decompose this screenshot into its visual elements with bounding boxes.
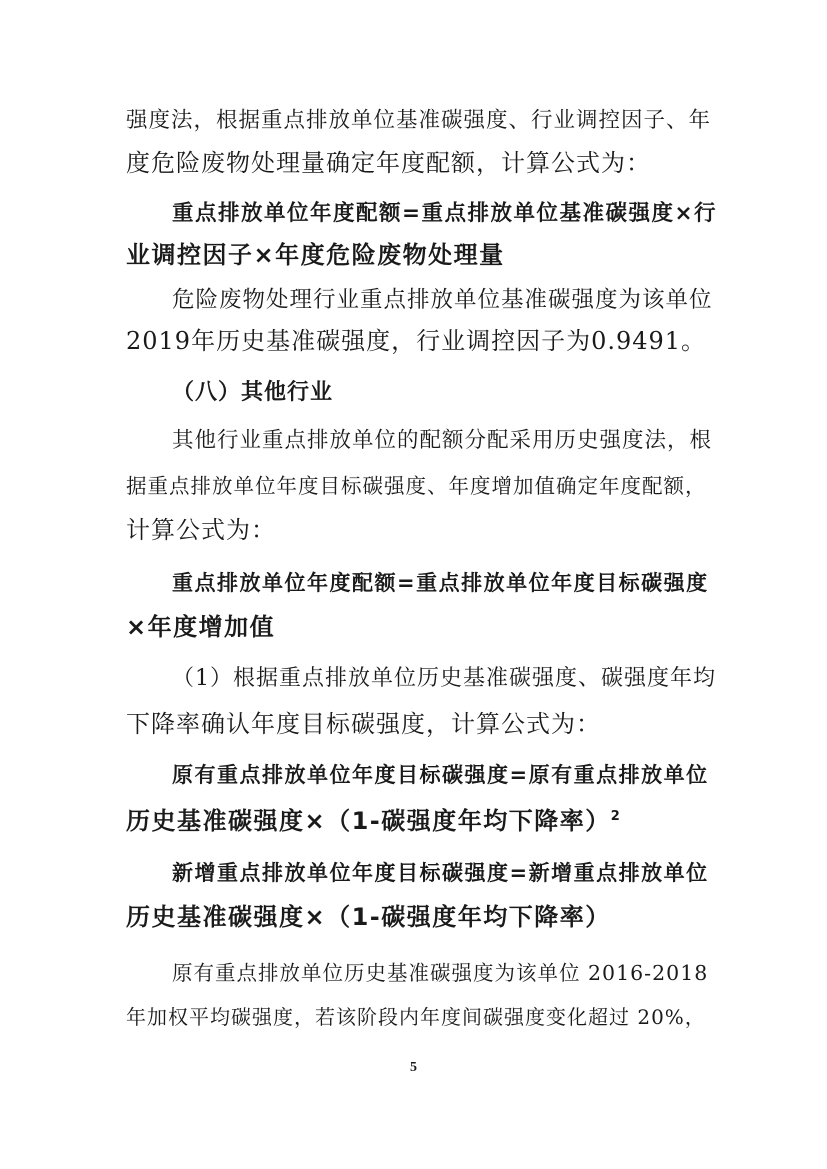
formula-text: 历史基准碳强度×（1-碳强度年均下降率） — [126, 807, 611, 835]
formula-line: 重点排放单位年度配额=重点排放单位基准碳强度×行 — [172, 201, 718, 226]
formula-line: 业调控因子×年度危险废物处理量 — [126, 241, 505, 269]
body-text-line: 据重点排放单位年度目标碳强度、年度增加值确定年度配额， — [126, 474, 707, 498]
body-text-line: 危险废物处理行业重点排放单位基准碳强度为该单位 — [172, 287, 713, 313]
formula-line: 重点排放单位年度配额=重点排放单位年度目标碳强度 — [172, 571, 709, 595]
body-text-line: 2019年历史基准碳强度，行业调控因子为0.9491。 — [126, 327, 707, 355]
body-text-line: 其他行业重点排放单位的配额分配采用历史强度法，根 — [172, 428, 713, 453]
formula-line: 新增重点排放单位年度目标碳强度=新增重点排放单位 — [172, 861, 709, 885]
body-text-line: 下降率确认年度目标碳强度，计算公式为： — [126, 710, 601, 738]
section-heading: （八）其他行业 — [172, 380, 334, 405]
body-text-line: 年加权平均碳强度，若该阶段内年度间碳强度变化超过 20%， — [126, 1005, 706, 1029]
body-text-line: 计算公式为： — [126, 516, 276, 544]
body-text-line: 度危险废物处理量确定年度配额，计算公式为： — [126, 149, 651, 177]
body-text-line: 原有重点排放单位历史基准碳强度为该单位 2016-2018 — [172, 961, 709, 985]
formula-line: 历史基准碳强度×（1-碳强度年均下降率） — [126, 903, 611, 931]
formula-line: 原有重点排放单位年度目标碳强度=原有重点排放单位 — [172, 763, 709, 787]
body-text-line: 强度法，根据重点排放单位基准碳强度、行业调控因子、年 — [126, 108, 712, 133]
body-text-line: （1）根据重点排放单位历史基准碳强度、碳强度年均 — [172, 666, 716, 691]
page-number: 5 — [410, 1060, 417, 1075]
formula-line — [126, 806, 621, 836]
footnote-marker: 2 — [610, 809, 622, 824]
formula-line: ×年度增加值 — [126, 613, 276, 641]
